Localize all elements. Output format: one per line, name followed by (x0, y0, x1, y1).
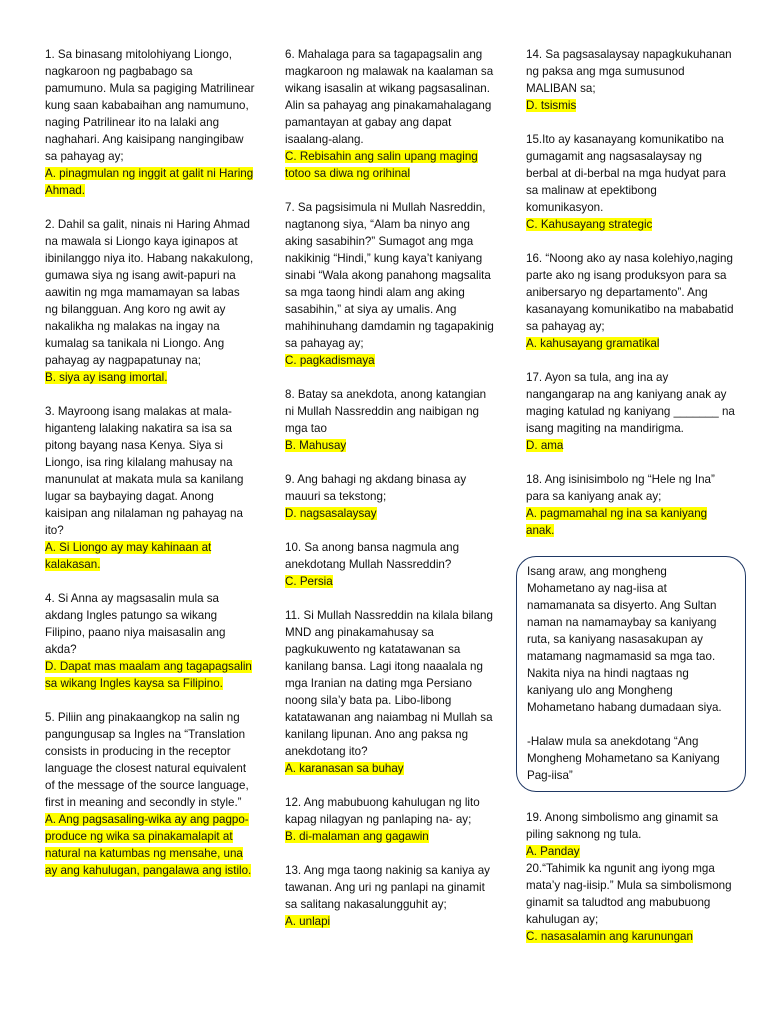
answer-highlight: A. pinagmulan ng inggit at galit ni Haring Ahmad. (45, 167, 254, 197)
answer-highlight: A. Ang pagsasaling-wika ay ang pagpo-produce ng wika sa pinakamalapit at natural na katumbas ng mensahe, una ay ang kahulugan, pangalawa ang istilo. (45, 813, 252, 877)
passage-box (516, 556, 746, 792)
question-text: 7. Sa pagsisimula ni Mullah Nasreddin, nagtanong siya, “Alam ba ninyo ang aking sasabihin?” Sumagot ang mga nakikinig “Hindi,” kung kaya’t kaniyang sinabi “Wala akong panahong magsalita sa mga taong hindi alam ang aking sasabihin,” at siya ay umalis. Ang mahihinuhang damdamin ng tagapakinig sa pahayag ay; (285, 201, 494, 350)
question-text: 19. Anong simbolismo ang ginamit sa piling saknong ng tula. (526, 811, 719, 841)
question-text: 8. Batay sa anekdota, anong katangian ni Mullah Nassreddin ang naibigan ng mga tao (285, 388, 487, 435)
answer-highlight: A. Panday (526, 845, 580, 858)
question-9 (285, 471, 495, 522)
question-text: 4. Si Anna ay magsasalin mula sa akdang Ingles patungo sa wikang Filipino, paano niya maisasalin ang akda? (45, 592, 226, 656)
question-17 (526, 369, 736, 454)
question-11 (285, 607, 495, 777)
question-3 (45, 403, 255, 573)
question-15 (526, 131, 736, 233)
passage-text: Isang araw, ang mongheng Mohametano ay nag-iisa at namamanata sa disyerto. Ang Sultan naman na namamaybay sa kaniyang ruta, sa kaniyang nasasakupan ay matamang nagmamasid sa mga tao. Nakita niya na hindi nagtaas ng kaniyang ulo ang Mongheng Mohametano habang dumadaan siya. (527, 565, 722, 714)
column-right (526, 46, 736, 962)
question-14 (526, 46, 736, 114)
question-16 (526, 250, 736, 352)
answer-highlight: C. nasasalamin ang karunungan (526, 930, 693, 943)
question-text: 5. Piliin ang pinakaangkop na salin ng pangungusap sa Ingles na “Translation consists in producing in the receptor language the closest natural equivalent of the message of the source language, first in meaning and secondly in style.” (45, 711, 249, 809)
answer-highlight: A. pagmamahal ng ina sa kaniyang anak. (526, 507, 708, 537)
question-2 (45, 216, 255, 386)
question-7 (285, 199, 495, 369)
question-text: 14. Sa pagsasalaysay napagkukuhanan ng paksa ang mga sumusunod MALIBAN sa; (526, 48, 732, 95)
question-13 (285, 862, 495, 930)
answer-highlight: A. kahusayang gramatikal (526, 337, 660, 350)
question-text: 18. Ang isinisimbolo ng “Hele ng Ina” para sa kaniyang anak ay; (526, 473, 715, 503)
question-text: 1. Sa binasang mitolohiyang Liongo, nagkaroon ng pagbabago sa pamumuno. Mula sa pagiging Matrilinear kung saan kababaihan ang namumuno, naging Patrilinear ito na lalaki ang naghahari. Ang kaisipang nangingibaw sa pahayag ay; (45, 48, 255, 163)
question-text: 3. Mayroong isang malakas at mala-higanteng lalaking nakatira sa isa sa pitong bayang nasa Kenya. Siya si Liongo, isa ring kilalang mahusay na manunulat at makata mula sa kanilang lugar sa baybaying dagat. Anong kaisipan ang nilalaman ng pahayag na ito? (45, 405, 244, 537)
question-text: 17. Ayon sa tula, ang ina ay nangangarap na ang kaniyang anak ay maging katulad ng kaniyang _______ na isang magiting na mandirigma. (526, 371, 735, 435)
question-text: 9. Ang bahagi ng akdang binasa ay mauuri sa tekstong; (285, 473, 467, 503)
question-text: 12. Ang mabubuong kahulugan ng lito kapag nilagyan ng panlaping na- ay; (285, 796, 480, 826)
question-1 (45, 46, 255, 199)
question-5 (45, 709, 255, 879)
question-text: 13. Ang mga taong nakinig sa kaniya ay tawanan. Ang uri ng panlapi na ginamit sa salitang nakasalungguhit ay; (285, 864, 490, 911)
answer-highlight: B. siya ay isang imortal. (45, 371, 168, 384)
question-text: 10. Sa anong bansa nagmula ang anekdotang Mullah Nassreddin? (285, 541, 460, 571)
answer-highlight: D. ama (526, 439, 564, 452)
question-10 (285, 539, 495, 590)
answer-highlight: C. pagkadismaya (285, 354, 375, 367)
column-middle (285, 46, 495, 947)
question-12 (285, 794, 495, 845)
question-text: 16. “Noong ako ay nasa kolehiyo,naging parte ako ng isang produksyon para sa anibersaryo ng departamento”. Ang kasanayang komunikatibo na mababatid sa pahayag ay; (526, 252, 734, 333)
question-text: 6. Mahalaga para sa tagapagsalin ang magkaroon ng malawak na kaalaman sa wikang isasalin at wikang pagsasalinan. Alin sa pahayag ang pinakamahalagang pamantayan at gabay ang dapat isaalang-alang. (285, 48, 494, 146)
question-text: 20.“Tahimik ka ngunit ang iyong mga mata’y nag-iisip.” Mula sa simbolismong ginamit sa taludtod ang mabubuong kahulugan ay; (526, 862, 732, 926)
question-text: 11. Si Mullah Nassreddin na kilala bilang MND ang pinakamahusay sa pagkukuwento ng katatawanan sa kanilang bansa. Lagi itong naaalala ng mga Iranian na dating mga Persiano noong sila’y bata pa. Libo-libong katatawanan ang naiambag ni Mullah sa kanilang lipunan. Ano ang paksa ng anekdotang ito? (285, 609, 493, 758)
question-text: 15.Ito ay kasanayang komunikatibo na gumagamit ang nagsasalaysay ng berbal at di-berbal na mga hudyat para sa malinaw at epektibong komunikasyon. (526, 133, 726, 214)
answer-highlight: B. Mahusay (285, 439, 347, 452)
answer-highlight: D. tsismis (526, 99, 577, 112)
question-8 (285, 386, 495, 454)
answer-highlight: A. unlapi (285, 915, 331, 928)
passage-source: -Halaw mula sa anekdotang “Ang Mongheng Mohametano sa Kaniyang Pag-iisa” (527, 735, 720, 782)
answer-highlight: D. Dapat mas maalam ang tagapagsalin sa wikang Ingles kaysa sa Filipino. (45, 660, 252, 690)
question-19 (526, 809, 736, 860)
question-text: 2. Dahil sa galit, ninais ni Haring Ahmad na mawala si Liongo kaya iginapos at ibinilanggo niya ito. Habang nakakulong, gumawa siya ng isang awit-papuri na aawitin ng mga mamamayan sa labas ng bilangguan. Ang koro ng awit ay nakalikha ng malakas na ingay na kumalag sa tanikala ni Liongo. Ang pahayag ay nagpapatunay na; (45, 218, 254, 367)
answer-highlight: C. Rebisahin ang salin upang maging totoo sa diwa ng orihinal (285, 150, 478, 180)
answer-highlight: B. di-malaman ang gagawin (285, 830, 429, 843)
answer-highlight: D. nagsasalaysay (285, 507, 377, 520)
column-left (45, 46, 255, 896)
answer-highlight: A. Si Liongo ay may kahinaan at kalakasan. (45, 541, 212, 571)
question-20 (526, 860, 736, 945)
question-4 (45, 590, 255, 692)
question-18 (526, 471, 736, 539)
answer-highlight: A. karanasan sa buhay (285, 762, 404, 775)
answer-highlight: C. Persia (285, 575, 333, 588)
answer-highlight: C. Kahusayang strategic (526, 218, 653, 231)
question-6 (285, 46, 495, 182)
